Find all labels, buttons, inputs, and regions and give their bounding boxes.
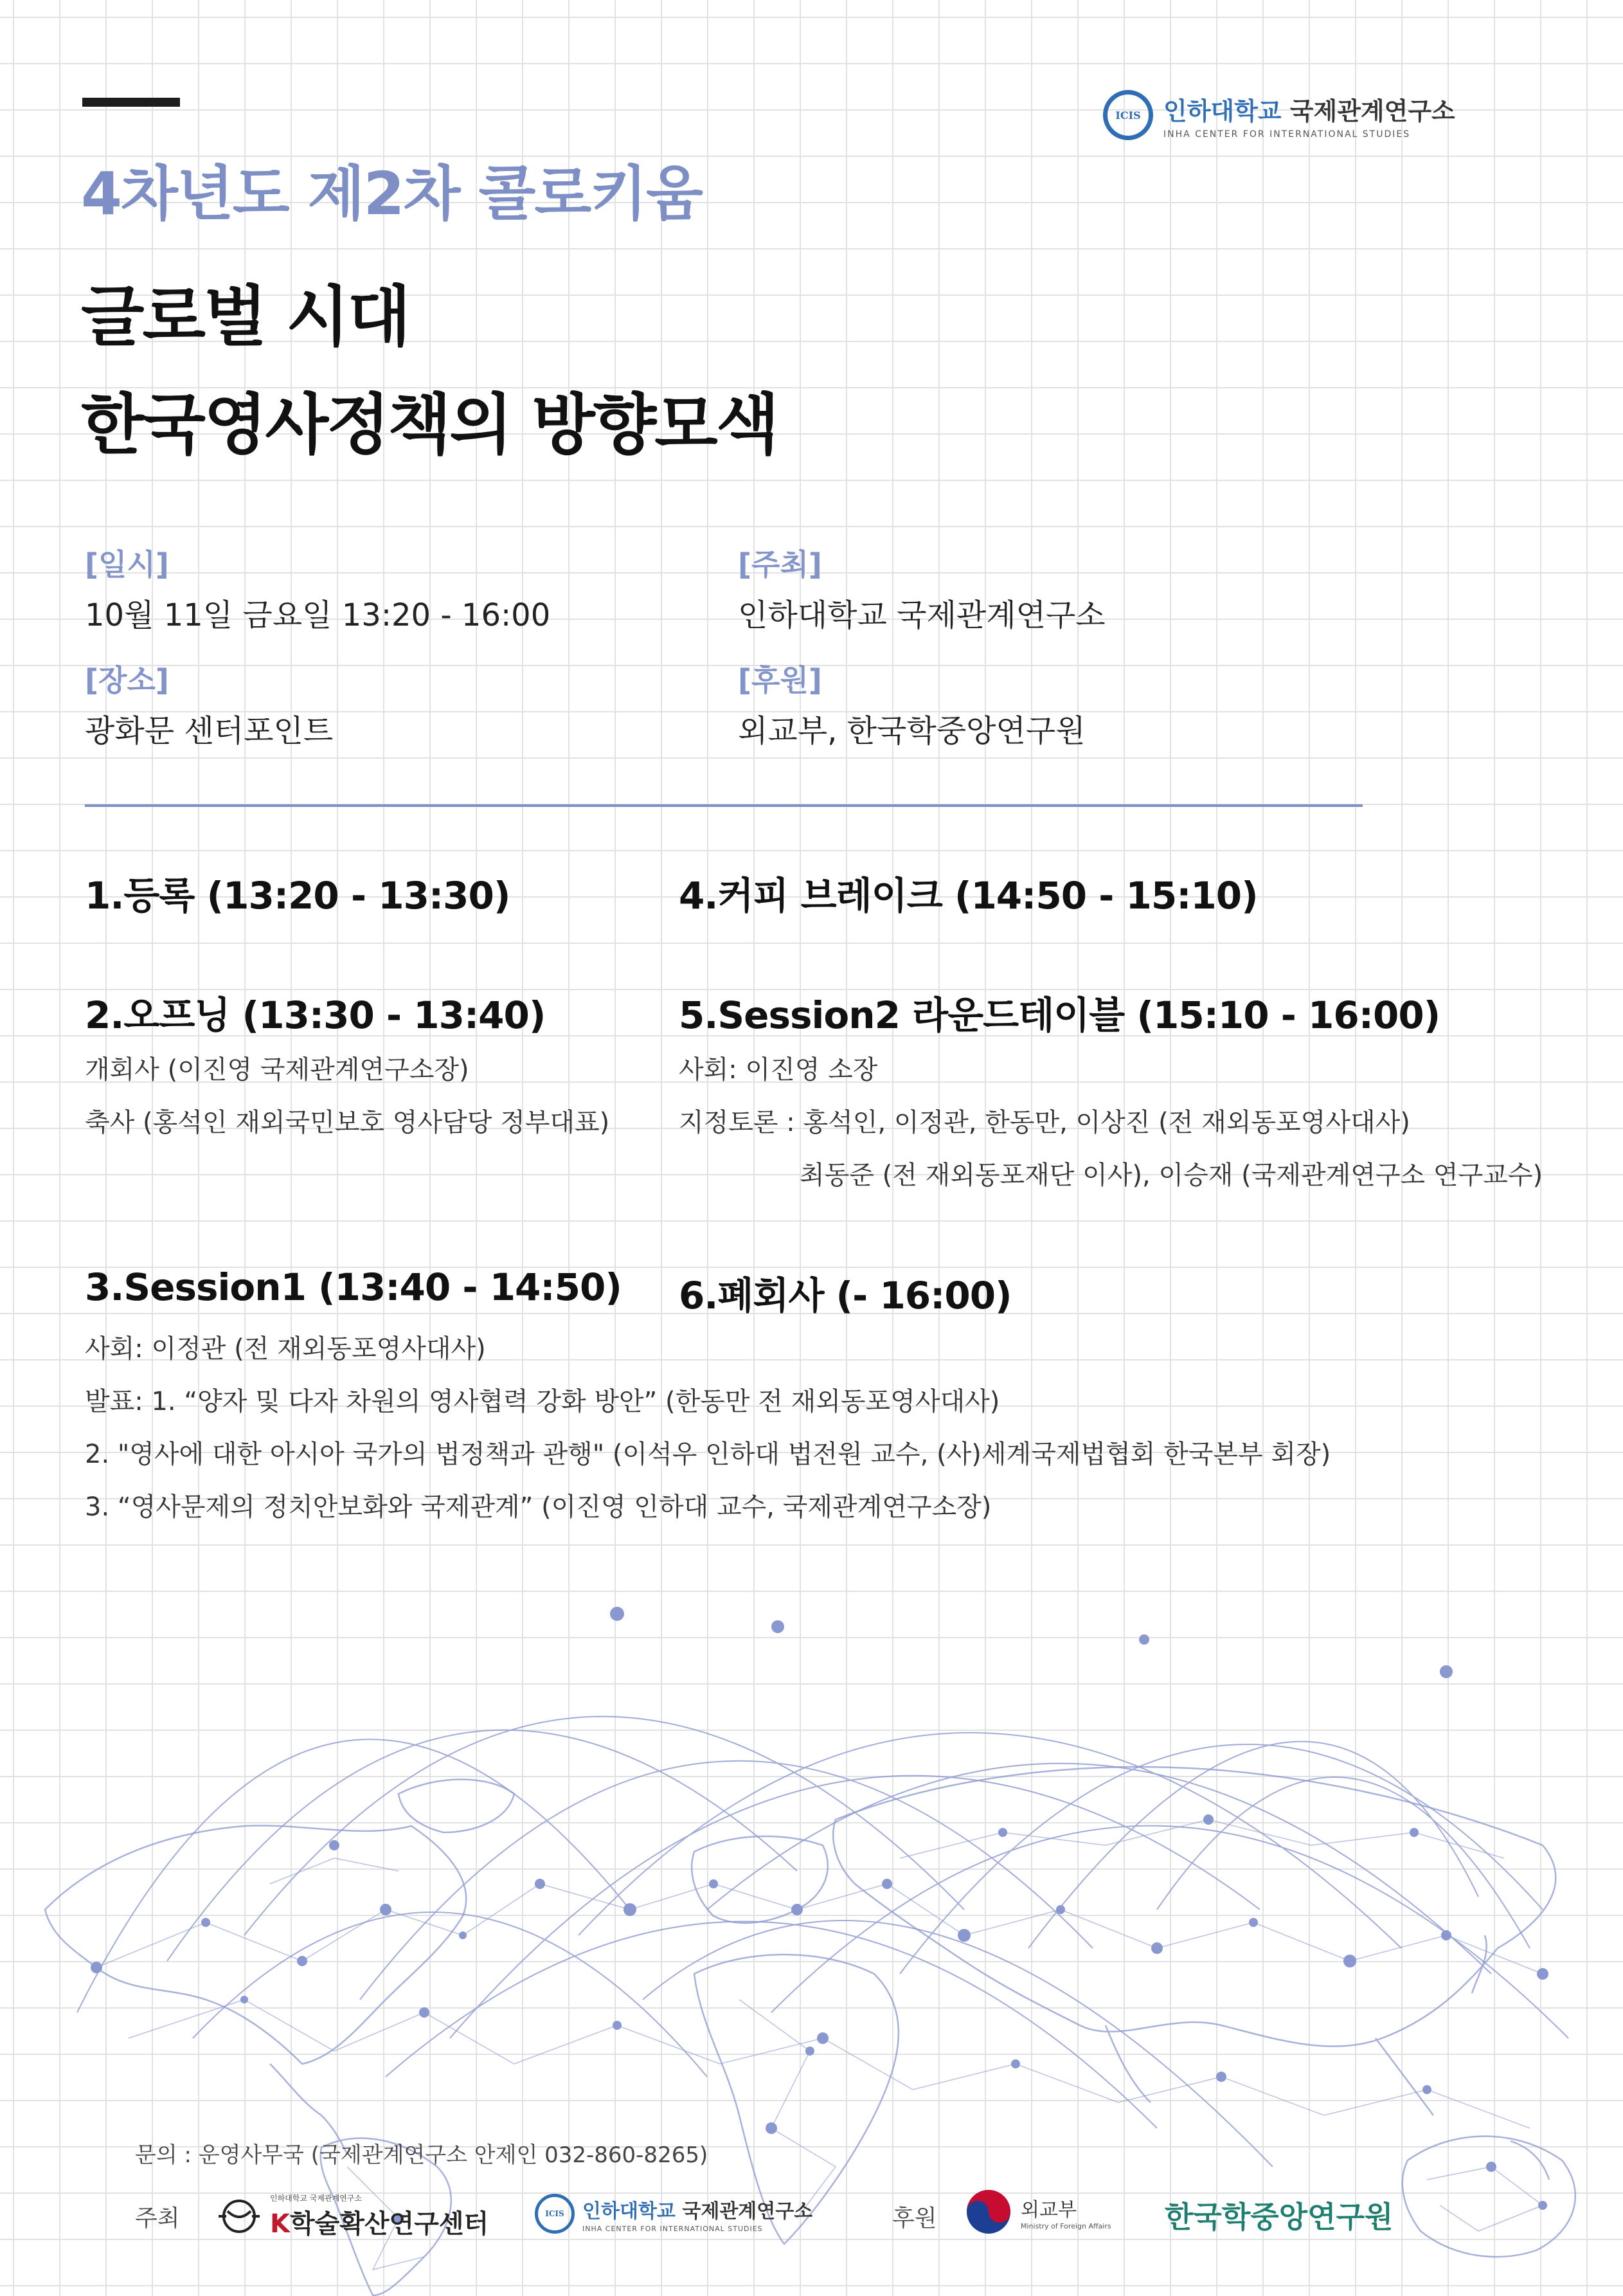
session3-line: 사회: 이정관 (전 재외동포영사대사) xyxy=(85,1334,486,1364)
session4-coffee-title: 4.커피 브레이크 (14:50 - 15:10) xyxy=(679,874,1258,917)
session3-title: 3.Session1 (13:40 - 14:50) xyxy=(85,1265,622,1309)
sponsor-label: [후원] xyxy=(738,663,822,698)
place-value: 광화문 센터포인트 xyxy=(85,713,334,749)
host-label: [주최] xyxy=(738,547,822,582)
mofa-name-eng: Ministry of Foreign Affairs xyxy=(1021,2221,1111,2230)
institute-name-eng: INHA CENTER FOR INTERNATIONAL STUDIES xyxy=(1163,129,1411,140)
mofa-name: 외교부 xyxy=(1021,2198,1077,2221)
k-center-emblem-icon xyxy=(213,2197,265,2236)
inquiry-text: 문의 : 운영사무국 (국제관계연구소 안제인 032-860-8265) xyxy=(135,2142,708,2168)
aks-logo-text: 한국학중앙연구원 xyxy=(1165,2200,1394,2234)
footer-institute-logo: ICIS 인하대학교 국제관계연구소 INHA CENTER FOR INTERNATIONAL STUDIES xyxy=(535,2194,812,2234)
roundtable-line: 지정토론 : 홍석인, 이정관, 한동만, 이상진 (전 재외동포영사대사) xyxy=(679,1108,1410,1137)
taegeuk-icon xyxy=(964,2187,1013,2236)
institute-logo xyxy=(1103,90,1455,140)
session2-opening-title: 2.오프닝 (13:30 - 13:40) xyxy=(85,993,546,1037)
main-title-line2: 한국영사정책의 방향모색 xyxy=(81,387,778,464)
date-value: 10월 11일 금요일 13:20 - 16:00 xyxy=(85,597,551,633)
mofa-logo xyxy=(964,2187,1111,2236)
network-nodes xyxy=(91,1607,1548,2223)
session3-line: 2. "영사에 대한 아시아 국가의 법정책과 관행" (이석우 인하대 법전원 교수, (사)세계국제법협회 한국본부 회장) xyxy=(85,1440,1331,1469)
section-divider xyxy=(85,804,1363,807)
session3-line: 발표: 1. “양자 및 다자 차원의 영사협력 강화 방안” (한동만 전 재외동포영사대사) xyxy=(85,1387,1000,1416)
session1-registration-title: 1.등록 (13:20 - 13:30) xyxy=(85,874,510,917)
sponsor-value: 외교부, 한국학중앙연구원 xyxy=(738,713,1086,749)
institute-name-kor: 인하대학교 국제관계연구소 xyxy=(1163,96,1455,125)
world-network-map xyxy=(0,1550,1623,2296)
host-value: 인하대학교 국제관계연구소 xyxy=(738,597,1106,633)
footer-host-label: 주최 xyxy=(135,2205,180,2232)
k-research-center-logo: 인하대학교 국제관계연구소 K학술확산연구센터 xyxy=(213,2192,489,2240)
top-accent-bar xyxy=(82,98,180,107)
opening-line: 축사 (홍석인 재외국민보호 영사담당 정부대표) xyxy=(85,1108,610,1137)
k-center-name: K학술확산연구센터 xyxy=(270,2209,489,2239)
session5-roundtable-title: 5.Session2 라운드테이블 (15:10 - 16:00) xyxy=(679,993,1440,1037)
colloquium-subtitle: 4차년도 제2차 콜로키움 xyxy=(81,159,702,228)
session3-line: 3. “영사문제의 정치안보화와 국제관계” (이진영 인하대 교수, 국제관계연구소장) xyxy=(85,1492,992,1522)
roundtable-line: 최동준 (전 재외동포재단 이사), 이승재 (국제관계연구소 연구교수) xyxy=(800,1161,1543,1190)
opening-line: 개회사 (이진영 국제관계연구소장) xyxy=(85,1055,469,1085)
main-title-line1: 글로벌 시대 xyxy=(81,279,409,356)
place-label: [장소] xyxy=(85,663,169,698)
connection-arcs xyxy=(77,1717,1568,2167)
footer-sponsor-label: 후원 xyxy=(892,2205,937,2232)
date-label: [일시] xyxy=(85,547,169,582)
footer-institute-emblem-icon: ICIS xyxy=(535,2194,575,2234)
roundtable-line: 사회: 이진영 소장 xyxy=(679,1055,878,1085)
session6-closing-title: 6.폐회사 (- 16:00) xyxy=(679,1274,1012,1317)
institute-emblem-icon: ICIS xyxy=(1103,90,1153,140)
